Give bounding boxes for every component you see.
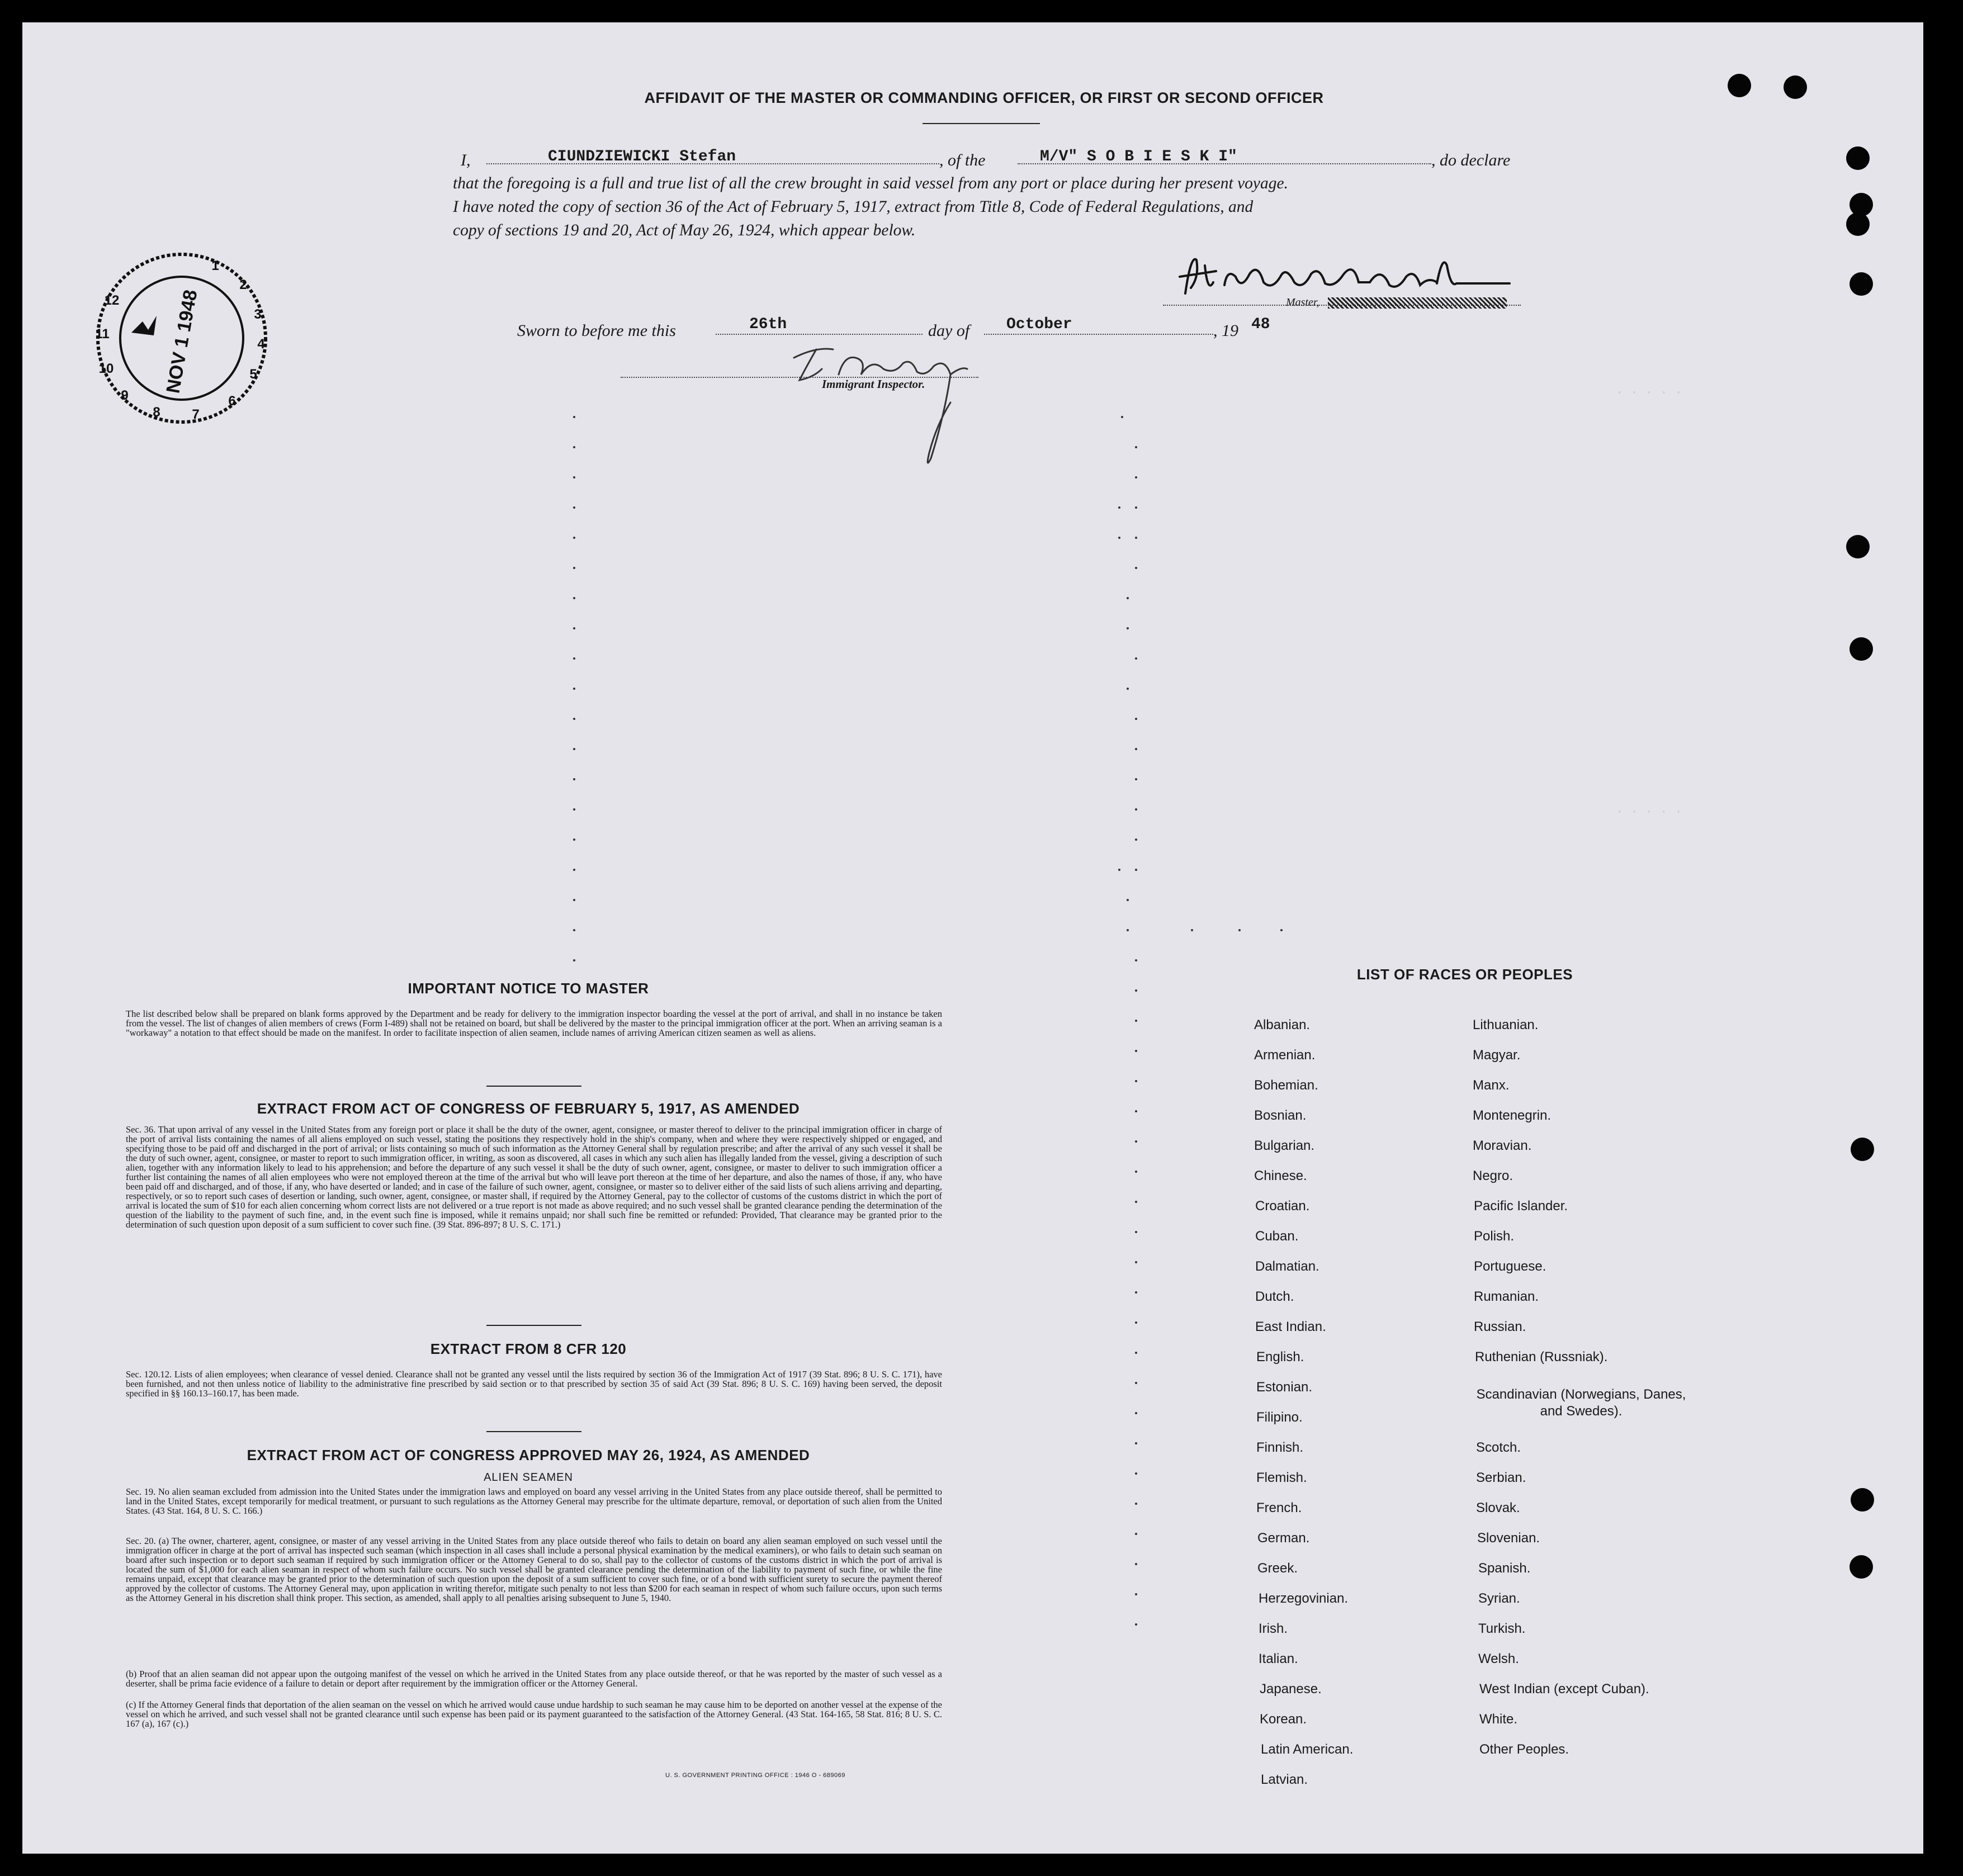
race-item: Slovenian. (1477, 1531, 1540, 1546)
race-item: Latin American. (1261, 1742, 1354, 1757)
race-item: Montenegrin. (1473, 1108, 1552, 1123)
race-item: Finnish. (1256, 1440, 1304, 1455)
race-item: Scandinavian (Norwegians, Danes, and Swedes). (1476, 1387, 1686, 1419)
stamp-ring-number: 7 (192, 407, 200, 422)
day-of-label: day of (928, 321, 970, 340)
master-label: Master, (1286, 296, 1319, 309)
extract-1917-title: EXTRACT FROM ACT OF CONGRESS OF FEBRUARY 5, 1917, AS AMENDED (257, 1100, 800, 1117)
notice-body: The list described below shall be prepared on blank forms approved by the Department and be ready for delivery to the immigration inspector boarding the vessel at the port of arrival, and shall in no instance be taken from the vessel. The list of changes of alien members of crews (Form I-489) shall not be retained on board, but shall be delivered by the master to the principal immigration officer at the port. When an arriving seaman is a "workaway" a notation to that effect should be made on the manifest. In order to facilitate inspection of alien seamen, include names of arriving American citizen seamen as well as aliens. (126, 1008, 942, 1038)
race-item: Slovak. (1476, 1500, 1520, 1515)
punch-hole (1846, 212, 1870, 236)
stamp-date: NOV 1 1948 (162, 288, 202, 395)
punch-hole (1851, 1138, 1874, 1161)
document-page (22, 22, 1923, 1854)
extract-8cfr-title: EXTRACT FROM 8 CFR 120 (430, 1340, 627, 1357)
stamp-ring-number: 9 (121, 388, 129, 403)
title-underline (923, 123, 1040, 124)
race-item: Irish. (1259, 1621, 1288, 1636)
race-item: Estonian. (1256, 1380, 1313, 1395)
year-prefix: , 19 (1213, 321, 1238, 340)
extract-1924-subtitle: ALIEN SEAMEN (484, 1471, 573, 1484)
race-item: Albanian. (1254, 1017, 1311, 1032)
race-item: Japanese. (1260, 1681, 1322, 1697)
race-item: Manx. (1473, 1078, 1510, 1093)
race-item: Other Peoples. (1479, 1742, 1569, 1757)
stamp-ring-number: 6 (228, 394, 236, 409)
sworn-day: 26th (749, 316, 787, 333)
race-item: White. (1479, 1712, 1518, 1727)
race-item: Italian. (1259, 1651, 1298, 1666)
master-signature (1174, 243, 1521, 305)
sworn-label: Sworn to before me this (517, 321, 676, 340)
race-item: Portuguese. (1474, 1259, 1546, 1274)
bleed-through-marks: · · · · · (1616, 805, 1682, 819)
punch-hole (1846, 146, 1870, 170)
stamp-ring-number: 5 (249, 367, 257, 382)
stamp-ring-number: 12 (104, 293, 120, 308)
punch-hole (1846, 535, 1870, 558)
race-item: Korean. (1260, 1712, 1307, 1727)
race-item: Moravian. (1473, 1138, 1532, 1153)
punch-hole (1850, 1555, 1873, 1579)
extract-1924-sec20a: Sec. 20. (a) The owner, charterer, agent, consignee, or master of any vessel arriving in the United States from any place outside thereof who fails to detain on board any alien seaman employed on such vessel until the immigration officer in charge at the port of arrival has inspected such seaman (which inspection in all cases shall include a personal physical examination by the medical examiners), or who fails to detain such seaman on board after such inspection or to deport such seaman if required by such immigration officer or the Attorney General to do so, shall pay to the collector of customs of the customs district in which the port of arrival is located the sum of $1,000 for each alien seaman in respect of whom such failure occurs. No such vessel shall be granted clearance pending the determination of the liability to payment of such fine, or while the fine remains unpaid, except that clearance may be granted prior to the determination of such question upon the deposit of a sum sufficient to cover such fine, or of a bond with sufficient surety to secure the payment thereof approved by the collector of customs. The Attorney General may, upon application in writing therefor, mitigate such penalty to not less than $200 for each seaman in respect of whom such failure occurs, upon such terms as the Attorney General in his discretion shall think proper. This section, as amended, shall apply to all penalties arising subsequent to June 5, 1940. (126, 1536, 942, 1603)
section-divider (486, 1431, 581, 1432)
race-item: Ruthenian (Russniak). (1475, 1349, 1608, 1365)
notice-title: IMPORTANT NOTICE TO MASTER (408, 980, 649, 997)
stamp-ring-number: 3 (254, 307, 262, 322)
extract-1924-sec20c: (c) If the Attorney General finds that deportation of the alien seaman on the vessel on which he arrived would cause undue hardship to such seaman he may cause him to be deported on another vessel at the expense of the vessel on which he arrived, and such vessel shall not be granted clearance until such expense has been paid or its payment guaranteed to the satisfaction of the Attorney General. (43 Stat. 164-165, 58 Stat. 816; 8 U. S. C. 167 (a), 167 (c).) (126, 1699, 942, 1729)
sworn-year: 48 (1251, 316, 1270, 333)
sworn-month: October (1006, 316, 1072, 333)
race-item: Scotch. (1476, 1440, 1521, 1455)
punch-hole (1784, 75, 1807, 99)
race-item: Bulgarian. (1254, 1138, 1315, 1153)
race-item: Latvian. (1261, 1772, 1308, 1787)
race-item: West Indian (except Cuban). (1479, 1681, 1649, 1697)
punch-hole (1851, 1488, 1874, 1512)
race-item: Dalmatian. (1255, 1259, 1319, 1274)
affidavit-title: AFFIDAVIT OF THE MASTER OR COMMANDING OFFICER, OR FIRST OR SECOND OFFICER (644, 89, 1324, 106)
section-divider (486, 1325, 581, 1326)
extract-1924-title: EXTRACT FROM ACT OF CONGRESS APPROVED MAY 26, 1924, AS AMENDED (247, 1447, 810, 1463)
month-blank (984, 334, 1213, 335)
printing-office-line: U. S. GOVERNMENT PRINTING OFFICE : 1946 O - 689069 (665, 1772, 845, 1779)
races-title: LIST OF RACES OR PEOPLES (1356, 966, 1573, 983)
of-the-label: , of the (939, 151, 986, 169)
extract-1924-sec19: Sec. 19. No alien seaman excluded from admission into the United States under the immigration laws and employed on board any vessel arriving in the United States from any place outside thereof, shall be permitted to land in the United States, except temporarily for medical treatment, or pursuant to such regulations as the Attorney General may prescribe for the ultimate departure, removal, or deportation of such alien from the United States. (43 Stat. 164, 8 U. S. C. 166.) (126, 1486, 942, 1516)
affidavit-line-2: that the foregoing is a full and true list of all the crew brought in said vessel from any port or place during her present voyage. (453, 174, 1288, 192)
inspector-signature (783, 335, 1018, 475)
race-item: Armenian. (1254, 1048, 1316, 1063)
stamp-ring-number: 10 (98, 361, 114, 376)
affidavit-line-4: copy of sections 19 and 20, Act of May 26, 1924, which appear below. (453, 221, 916, 239)
stamp-ring-number: 11 (95, 326, 110, 342)
race-item: Cuban. (1255, 1229, 1299, 1244)
inspector-label: Immigrant Inspector. (822, 377, 925, 391)
race-item: Chinese. (1254, 1168, 1307, 1183)
race-item: Flemish. (1256, 1470, 1307, 1485)
race-item: Filipino. (1256, 1410, 1303, 1425)
race-item: Russian. (1474, 1319, 1526, 1334)
race-item: Pacific Islander. (1474, 1198, 1568, 1214)
race-item: East Indian. (1255, 1319, 1326, 1334)
race-item: German. (1257, 1531, 1310, 1546)
bleed-through-marks: · · · · · (1616, 386, 1682, 400)
race-item: Spanish. (1478, 1561, 1531, 1576)
stamp-ring-number: 4 (257, 337, 265, 352)
extract-1924-sec20b: (b) Proof that an alien seaman did not appear upon the outgoing manifest of the vessel on which he arrived in the United States from any place outside thereof, or that he was reported by the master of such vessel as a deserter, shall be prima facie evidence of a failure to detain or deport after requirement by the immigration officer or the Attorney General. (126, 1669, 942, 1689)
race-item: Bosnian. (1254, 1108, 1307, 1123)
race-item: Magyar. (1473, 1048, 1521, 1063)
race-item: Rumanian. (1474, 1289, 1539, 1304)
vessel-name: M/V" S O B I E S K I" (1040, 148, 1237, 165)
race-item: Serbian. (1476, 1470, 1526, 1485)
race-item: Welsh. (1478, 1651, 1519, 1666)
master-name: CIUNDZIEWICKI Stefan (548, 148, 736, 165)
do-declare-label: , do declare (1431, 151, 1511, 169)
race-item: Negro. (1473, 1168, 1513, 1183)
stamp-ring-number: 2 (239, 277, 247, 292)
affidavit-line-3: I have noted the copy of section 36 of the Act of February 5, 1917, extract from Title 8, Code of Federal Regulations, and (453, 198, 1254, 216)
extract-1917-body: Sec. 36. That upon arrival of any vessel in the United States from any foreign port or place it shall be the duty of the owner, agent, consignee, or master thereof to deliver to the principal immigration officer in charge of the port of arrival lists containing the names of all aliens employed on such vessel, stating the positions they respectively hold in the ship's company, when and where they were respectively shipped or engaged, and specifying those to be paid off and discharged in the port of arrival; or lists containing so much of such information as the Attorney General shall by regulation prescribe; and after the arrival of any such vessel it shall be the duty of such owner, agent, consignee, or master to report to such immigration officer, in writing, as soon as discovered, all cases in which any such alien has illegally landed from the vessel, giving a description of such alien, together with any information likely to lead to his apprehension; and before the departure of any such vessel it shall be the duty of such owner, agent, consignee, or master to deliver to such immigration officer a further list containing the names of all alien employees who were not employed thereon at the time of the arrival but who will leave port thereon at the time of her departure, and also the names of those, if any, who have been paid off and discharged, and of those, if any, who have deserted or landed; and in case of the failure of such owner, agent, consignee, or master so to deliver either of the said lists of such aliens arriving and departing, respectively, or so to report such cases of desertion or landing, such owner, agent, consignee, or master shall, if required by the Attorney General, pay to the collector of customs of the customs district in which the port of arrival is located the sum of $10 for each alien concerning whom correct lists are not delivered or a true report is not made as above required; and no such vessel shall be granted clearance pending the determination of the question of the liability to the payment of such fine, and, in the event such fine is imposed, while it remains unpaid; nor shall such fine be remitted or refunded: Provided, That clearance may be granted prior to the determination of such question upon deposit of a sum sufficient to cover such fine. (39 Stat. 896-897; 8 U. S. C. 171.) (126, 1124, 942, 1230)
stamp-ring-number: 1 (211, 258, 219, 273)
race-item: Herzegovinian. (1259, 1591, 1349, 1606)
extract-8cfr-body: Sec. 120.12. Lists of alien employees; when clearance of vessel denied. Clearance shall not be granted any vessel until the lists required by section 36 of the Immigration Act of 1917 (39 Stat. 896; 8 U. S. C. 171), have been furnished, and not then unless notice of liability to the administrative fine prescribed by said section or to that prescribed by section 35 of said Act (39 Stat. 896; 8 U. S. C. 169) having been served, the deposit specified in §§ 160.13–160.17, has been made. (126, 1369, 942, 1399)
day-blank (716, 334, 923, 335)
punch-hole (1850, 637, 1873, 661)
race-item: Turkish. (1478, 1621, 1526, 1636)
affidavit-i-label: I, (461, 151, 471, 169)
struck-out-title (1328, 297, 1507, 309)
race-item: Croatian. (1255, 1198, 1310, 1214)
race-item: Greek. (1257, 1561, 1298, 1576)
stamp-ring-number: 8 (153, 405, 160, 420)
race-item: Syrian. (1478, 1591, 1520, 1606)
inspection-date-stamp (75, 249, 288, 428)
punch-hole (1728, 74, 1751, 97)
race-item: French. (1256, 1500, 1302, 1515)
race-item: Dutch. (1255, 1289, 1294, 1304)
section-divider (486, 1086, 581, 1087)
race-item: English. (1256, 1349, 1304, 1365)
race-item: Lithuanian. (1473, 1017, 1539, 1032)
punch-hole (1850, 272, 1873, 296)
race-item: Polish. (1474, 1229, 1515, 1244)
race-item: Bohemian. (1254, 1078, 1318, 1093)
